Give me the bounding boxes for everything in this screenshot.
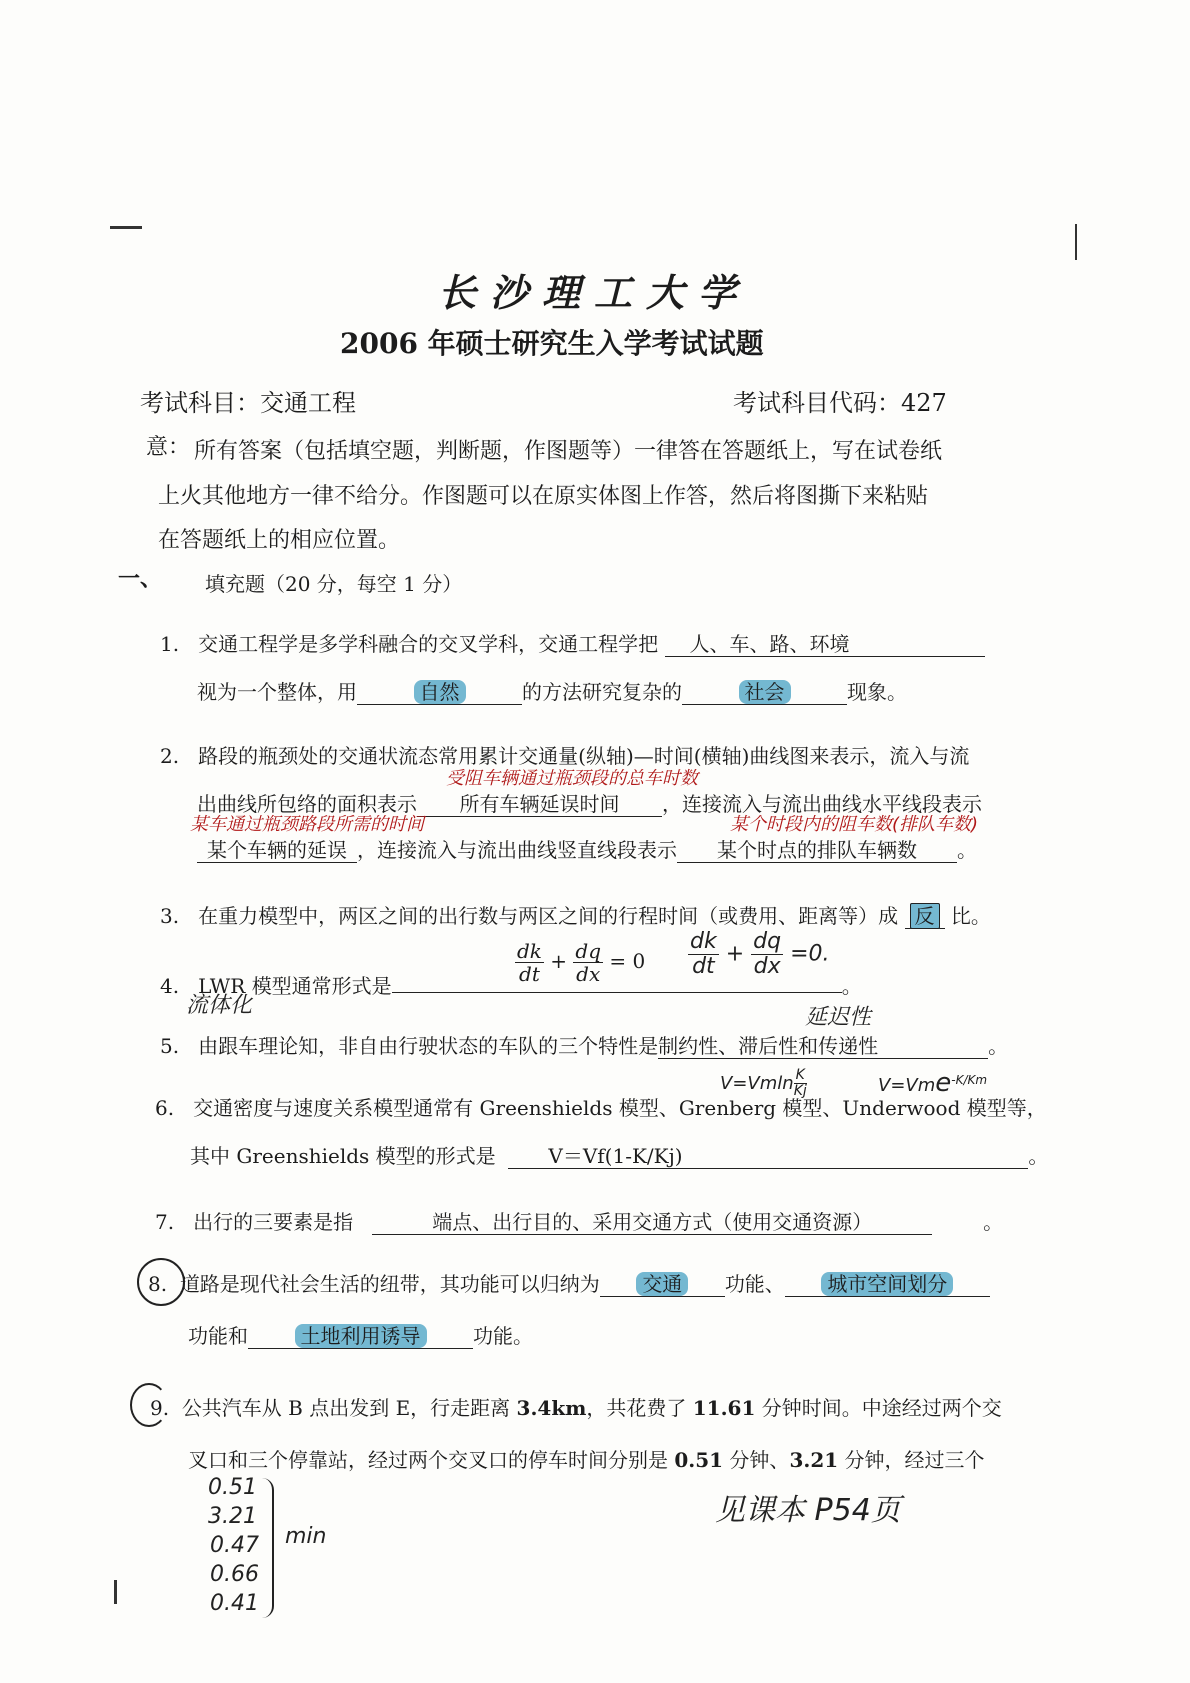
- answer-blank: 某个时点的排队车辆数: [677, 839, 957, 863]
- question-number: 4.: [160, 974, 180, 998]
- section-title: 填充题（20 分，每空 1 分）: [205, 572, 463, 596]
- question-9-line-2: 叉口和三个停靠站，经过两个交叉口的停车时间分别是 0.51 分钟、3.21 分钟，经过三个: [188, 1448, 985, 1472]
- handwritten-value: 0.66: [210, 1562, 259, 1587]
- handwritten-bracket: [262, 1478, 274, 1618]
- question-text: 交通工程学是多学科融合的交叉学科，交通工程学把: [198, 632, 659, 656]
- handwritten-value: 0.41: [210, 1591, 259, 1616]
- question-3: 3. 在重力模型中，两区之间的出行数与两区之间的行程时间（或费用、距离等）成 反 比。: [160, 904, 991, 928]
- handwritten-value: 0.51: [208, 1475, 257, 1500]
- answer-blank: 所有车辆延误时间: [417, 793, 662, 817]
- notice-line-3: 在答题纸上的相应位置。: [158, 528, 401, 553]
- answer-blank: 土地利用诱导: [248, 1325, 473, 1349]
- handwritten-note: 受阻车辆通过瓶颈段的总车时数: [446, 768, 698, 789]
- question-number: 1.: [160, 632, 180, 656]
- question-number: 8.: [148, 1272, 168, 1296]
- answer-blank: 城市空间划分: [785, 1273, 990, 1297]
- handwritten-note: 某个时段内的阻车数(排队车数): [730, 814, 979, 835]
- answer-blank: 端点、出行目的、采用交通方式（使用交通资源）: [372, 1211, 932, 1235]
- university-name: 长沙理工大学: [438, 270, 751, 315]
- exam-subject: 考试科目：交通工程: [140, 389, 356, 417]
- question-number: 9.: [150, 1396, 170, 1420]
- question-text: 现象。: [847, 680, 907, 704]
- answer-blank: 社会: [682, 681, 847, 705]
- answer-blank: 制约性、滞后性和传递性: [658, 1035, 988, 1059]
- question-8: 8. 道路是现代社会生活的纽带，其功能可以归纳为 交通 功能、 城市空间划分: [148, 1268, 990, 1297]
- exam-title: 2006 年硕士研究生入学考试试题: [340, 327, 764, 360]
- answer-blank: 人、车、路、环境: [665, 633, 985, 657]
- question-2-line-3: 某个车辆的延误 ，连接流入与流出曲线竖直线段表示 某个时点的排队车辆数 。: [197, 834, 977, 863]
- handwritten-reference: 见课本 P54页: [715, 1493, 901, 1528]
- question-2-line-2: 出曲线所包络的面积表示 所有车辆延误时间 ，连接流入与流出曲线水平线段表示: [197, 792, 982, 816]
- section-marker: 一、: [118, 566, 163, 592]
- handwritten-unit: min: [285, 1524, 327, 1549]
- question-number: 2.: [160, 744, 180, 768]
- handwritten-note: V=Vmln $\frac{K}{Kj}$: [720, 1067, 807, 1100]
- question-number: 3.: [160, 904, 180, 928]
- answer-blank: 自然: [357, 681, 522, 705]
- notice-label: 意：: [146, 435, 191, 460]
- question-9: 9. 公共汽车从 B 点出发到 E，行走距离 3.4km，共花费了 11.61 分钟时间。中途经过两个交: [150, 1396, 1002, 1420]
- lwr-formula: $\frac{dk}{dt}$ + $\frac{dq}{dx}$ = 0: [517, 939, 646, 986]
- question-number: 5.: [160, 1034, 180, 1058]
- question-6: 6. 交通密度与速度关系模型通常有 Greenshields 模型、Grenberg 模型、Underwood 模型等，: [155, 1096, 1047, 1120]
- answer-blank: 反: [905, 905, 945, 929]
- exam-subject-code: 考试科目代码：427: [733, 389, 947, 417]
- question-number: 6.: [155, 1096, 175, 1120]
- handwritten-value: 0.47: [210, 1533, 259, 1558]
- scan-edge-mark-right: [1075, 224, 1077, 260]
- handwritten-formula: $\frac{dk}{dt}$ + $\frac{dq}{dx}$ =0.: [690, 929, 830, 980]
- question-text: 的方法研究复杂的: [522, 680, 682, 704]
- handwritten-note: 流体化: [186, 993, 253, 1018]
- question-1-line-2: [197, 676, 907, 705]
- scan-edge-mark-top: [110, 226, 142, 229]
- notice-line-2: 上火其他地方一律不给分。作图题可以在原实体图上作答，然后将图撕下来粘贴: [158, 484, 929, 509]
- answer-blank: V＝Vf(1-K/Kj): [508, 1145, 1028, 1169]
- answer-blank: 交通: [600, 1273, 725, 1297]
- question-5: 5. 由跟车理论知，非自由行驶状态的车队的三个特性是制约性、滞后性和传递性 。: [160, 1034, 1009, 1058]
- handwritten-value: 3.21: [208, 1504, 257, 1529]
- handwritten-note: 延迟性: [805, 1005, 872, 1030]
- question-text: 路段的瓶颈处的交通状流态常用累计交通量(纵轴)—时间(横轴)曲线图来表示，流入与流: [198, 744, 970, 768]
- question-1: [160, 628, 985, 657]
- handwritten-note: V=Vme$^{-K/Km}$: [878, 1068, 988, 1098]
- question-7: 7. 出行的三要素是指 端点、出行目的、采用交通方式（使用交通资源） 。: [155, 1210, 1004, 1234]
- question-text: 视为一个整体，用: [197, 680, 357, 704]
- question-4: 4. LWR 模型通常形式是 。: [160, 964, 862, 999]
- question-number: 7.: [155, 1210, 175, 1234]
- question-6-line-2: 其中 Greenshields 模型的形式是 V＝Vf(1-K/Kj) 。: [190, 1144, 1049, 1168]
- scan-edge-mark-left: [114, 1580, 117, 1604]
- handwritten-note: 某车通过瓶颈路段所需的时间: [190, 814, 424, 835]
- question-8-line-2: 功能和 土地利用诱导 功能。: [188, 1324, 533, 1348]
- answer-blank: 某个车辆的延误: [197, 839, 357, 863]
- notice-line-1: 所有答案（包括填空题，判断题，作图题等）一律答在答题纸上，写在试卷纸: [194, 439, 943, 464]
